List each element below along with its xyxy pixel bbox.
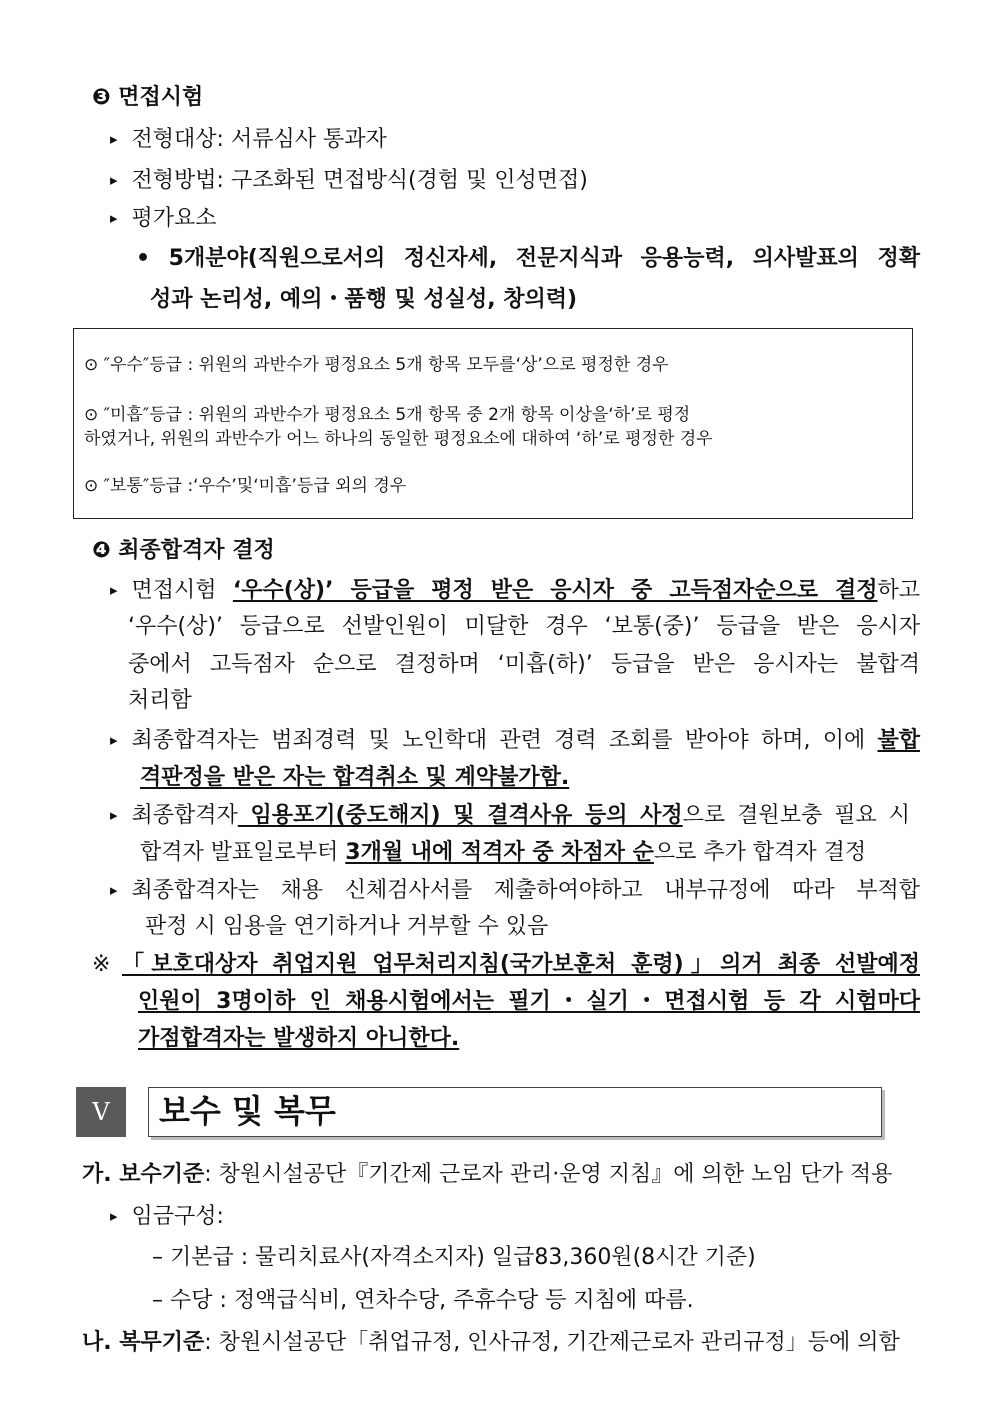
grade-criteria-box (73, 328, 913, 519)
triangle-bullet-icon: ▸ (110, 806, 118, 824)
final-bullet-1-line3: 중에서 고득점자 순으로 결정하며 ‘미흡(하)’ 등급을 받은 응시자는 불합격 (128, 652, 920, 677)
list-item: ▸ 전형방법: 구조화된 면접방식(경험 및 인성면접) (110, 168, 588, 193)
triangle-bullet-icon: ▸ (110, 1207, 118, 1225)
evaluation-areas-line2: 성과 논리성, 예의・품행 및 성실성, 창의력) (150, 287, 578, 312)
note-line3: 가점합격자는 발생하지 아니한다. (138, 1026, 460, 1051)
triangle-bullet-icon: ▸ (110, 130, 118, 148)
final-bullet-2-line1: ▸ 최종합격자는 범죄경력 및 노인학대 관련 경력 조회를 받아야 하며, 이에 불합 (110, 728, 920, 753)
list-item: ▸ 전형대상: 서류심사 통과자 (110, 127, 387, 152)
final-bullet-3-line2: 합격자 발표일로부터 3개월 내에 적격자 중 차점자 순으로 추가 합격자 결정 (140, 840, 867, 865)
grade-excellent: ⊙ ″우수″등급 : 위원의 과반수가 평정요소 5개 항목 모두를‘상’으로 평정한 경우 (84, 355, 669, 375)
wage-item-base: – 기본급 : 물리치료사(자격소지자) 일급83,360원(8시간 기준) (152, 1245, 756, 1270)
triangle-bullet-icon: ▸ (110, 171, 118, 189)
note-line1: 「보호대상자 취업지원 업무처리지침(국가보훈처 훈령)」의거 최종 선발예정 (122, 952, 920, 977)
grade-poor-line1: ⊙ ″미흡″등급 : 위원의 과반수가 평정요소 5개 항목 중 2개 항목 이상을‘하’로 평정 (84, 405, 691, 425)
duty-standard: 나. 복무기준: 창원시설공단「취업규정, 인사규정, 기간제근로자 관리규정」등에 의함 (82, 1330, 900, 1355)
final-bullet-4-line1: ▸ 최종합격자는 채용 신체검사서를 제출하여야하고 내부규정에 따라 부적합 (110, 878, 920, 903)
final-bullet-4-line2: 판정 시 임용을 연기하거나 거부할 수 있음 (145, 914, 549, 939)
interview-heading: ❸ 면접시험 (92, 85, 204, 110)
final-bullet-1-line1: ▸ 면접시험 ‘우수(상)’ 등급을 평정 받은 응시자 중 고득점자순으로 결정하고 (110, 578, 920, 603)
final-bullet-1-line4: 처리함 (128, 688, 192, 713)
grade-poor-line2: 하였거나, 위원의 과반수가 어느 하나의 동일한 평정요소에 대하여 ‘하’로 평정한 경우 (84, 429, 713, 449)
note-line2: 인원이 3명이하 인 채용시험에서는 필기・실기・면접시험 등 각 시험마다 (138, 989, 920, 1014)
final-bullet-1-line2: ‘우수(상)’ 등급으로 선발인원이 미달한 경우 ‘보통(중)’ 등급을 받은 응시자 (128, 614, 920, 639)
wage-item-allowance: – 수당 : 정액급식비, 연차수당, 주휴수당 등 지침에 따름. (152, 1288, 694, 1313)
grade-normal: ⊙ ″보통″등급 :‘우수’및‘미흡’등급 외의 경우 (84, 476, 407, 496)
final-pass-heading: ❹ 최종합격자 결정 (92, 538, 275, 563)
section-number-badge: V (76, 1087, 126, 1137)
triangle-bullet-icon: ▸ (110, 581, 118, 599)
final-bullet-3-line1: ▸ 최종합격자 임용포기(중도해지) 및 결격사유 등의 사정으로 결원보충 필요 시 (110, 803, 910, 828)
list-item: ▸ 평가요소 (110, 206, 217, 231)
evaluation-areas-line1: • 5개분야(직원으로서의 정신자세, 전문지식과 응용능력, 의사발표의 정확 (136, 246, 920, 271)
triangle-bullet-icon: ▸ (110, 209, 118, 227)
triangle-bullet-icon: ▸ (110, 731, 118, 749)
pay-standard: 가. 보수기준: 창원시설공단『기간제 근로자 관리·운영 지침』에 의한 노임 단가 적용 (82, 1162, 893, 1187)
final-bullet-2-line2: 격판정을 받은 자는 합격취소 및 계약불가함. (140, 765, 570, 790)
triangle-bullet-icon: ▸ (110, 881, 118, 899)
wage-composition: ▸ 임금구성: (110, 1204, 224, 1229)
note-mark: ※ (92, 952, 111, 977)
section-title: 보수 및 복무 (148, 1087, 882, 1137)
